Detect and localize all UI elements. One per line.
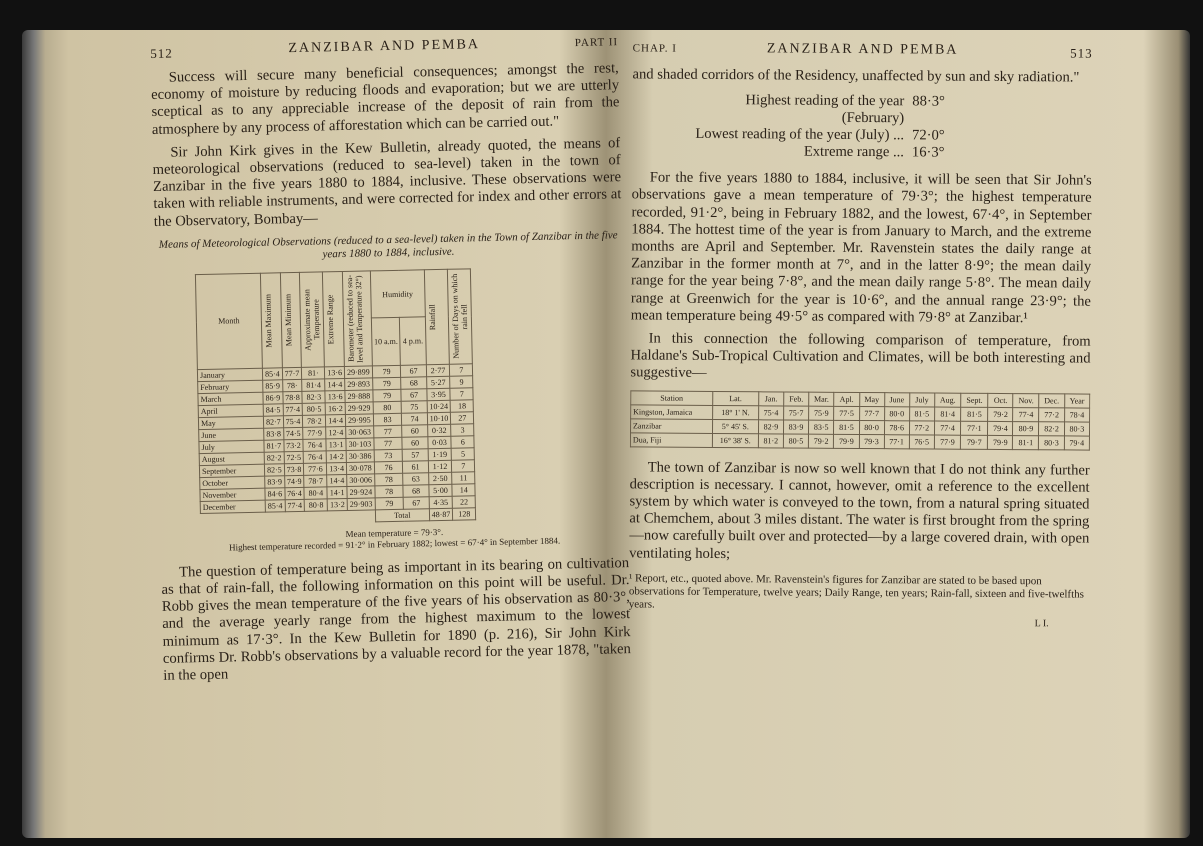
- table-cell: 1·19: [428, 448, 452, 460]
- table-cell: 29·903: [347, 498, 375, 511]
- comparison-table: [630, 390, 1090, 450]
- table-cell: 14·4: [325, 378, 345, 390]
- comparison-cell: 18° 1' N.: [712, 405, 758, 419]
- table-cell: 79: [373, 389, 402, 402]
- table-cell: 77·9: [303, 427, 326, 439]
- table-cell: 68: [403, 485, 428, 498]
- table-cell: 3: [451, 424, 474, 436]
- comparison-cell: 75·7: [784, 406, 809, 420]
- extremes-note: Highest temperature recorded = 91·2° in February 1882; lowest = 67·4° in September 1884.: [228, 535, 561, 553]
- table-cell: 22: [452, 496, 475, 508]
- table-cell: 79: [372, 377, 401, 390]
- table-cell: 30·063: [346, 426, 374, 439]
- table-cell: 75·4: [283, 415, 303, 427]
- month-cell: June: [199, 428, 264, 441]
- comparison-cell: Zanzibar: [630, 419, 712, 434]
- table-cell: 83: [373, 413, 402, 426]
- comparison-cell: 79·2: [808, 434, 833, 448]
- table-cell: 2·77: [426, 364, 450, 376]
- table-cell: 86·9: [263, 392, 283, 404]
- table-cell: 29·893: [345, 378, 373, 391]
- table-cell: 74: [402, 413, 427, 426]
- table-cell: 78·2: [303, 415, 326, 427]
- mean-temperature-note: Mean temperature = 79·3°.: [345, 526, 444, 539]
- table-cell: 2·50: [428, 472, 452, 484]
- table-cell: 73·2: [284, 439, 304, 451]
- month-cell: October: [200, 476, 265, 489]
- right-paragraph-2: For the five years 1880 to 1884, inclusive, it will be seen that Sir John's observations gave a mean temperature of 79·3°; the highest temperature recorded, 91·2°, being in February 1882, and the lowest, 67·4°, in September 1884. The hottest time of the year is from January to March, and the extreme months are April and September. Mr. Ravenstein states the daily range at Zanzibar in the former month at 7°, and in the latter 8·9°; the mean daily range for the year being 7·8°, and the mean daily range 5·8°. The mean daily range at Greenwich for the year is 10·6°, and the annual range 23·9°; the mean temperature being 49·5° as compared with 79·8° at Zanzibar.¹: [630, 169, 1092, 326]
- comparison-cell: 79·9: [834, 434, 859, 448]
- table-cell: 27: [451, 412, 474, 424]
- comparison-cell: 77·1: [884, 434, 909, 448]
- comparison-cell: 79·4: [1064, 436, 1089, 450]
- table-cell: 83·9: [265, 476, 285, 488]
- comparison-header: Jan.: [759, 391, 784, 405]
- table-cell: 30·078: [346, 462, 374, 475]
- table-cell: 81·4: [302, 379, 325, 391]
- table-cell: 29·888: [345, 390, 373, 403]
- right-paragraph-4: The town of Zanzibar is now so well known that I do not think any further description is necessary. I cannot, however, omit a reference to the excellent system by which water is conveyed to the town, from a natural spring situated at Chemchem, about 3 miles distant. The water is first brought from the spring—now carefully built over and protected—by a large covered drain, with open ventilating holes;: [629, 459, 1090, 562]
- col-rainfall: Rainfall: [427, 303, 437, 330]
- month-cell: January: [197, 368, 262, 381]
- comparison-header: Nov.: [1013, 393, 1039, 407]
- table-cell: 81·: [302, 367, 325, 379]
- table-cell: 60: [402, 437, 427, 450]
- table-cell: 76·4: [285, 487, 305, 499]
- comparison-header: July: [909, 392, 934, 406]
- table-cell: 3·95: [427, 388, 451, 400]
- comparison-cell: 76·5: [909, 434, 934, 448]
- month-cell: March: [198, 392, 263, 405]
- comparison-cell: Dua, Fiji: [630, 433, 712, 448]
- table-cell: 74·5: [283, 427, 303, 439]
- month-cell: May: [198, 416, 263, 429]
- table-cell: 79: [375, 497, 404, 510]
- left-page: [150, 30, 634, 830]
- comparison-cell: 81·5: [909, 406, 934, 420]
- table-cell: 67: [404, 497, 429, 510]
- comparison-cell: Kingston, Jamaica: [631, 405, 713, 420]
- comparison-cell: 81·5: [961, 407, 988, 421]
- comparison-cell: 77·4: [1013, 407, 1039, 421]
- total-label: Total: [375, 509, 429, 522]
- col-mean-min: Mean Minimum: [283, 293, 294, 347]
- table-cell: 75: [402, 401, 427, 414]
- table-cell: 9: [450, 376, 473, 388]
- table-cell: 14: [452, 484, 475, 496]
- comparison-header: Aug.: [934, 393, 961, 407]
- part-label: PART II: [574, 36, 619, 50]
- comparison-cell: 81·5: [834, 420, 859, 434]
- right-paragraph-3: In this connection the following comparison of temperature, from Haldane's Sub-Tropical Cultivation and Climates, will be both interesting and suggestive—: [630, 330, 1091, 382]
- comparison-cell: 75·9: [809, 406, 834, 420]
- table-cell: 78: [374, 473, 403, 486]
- month-cell: September: [199, 464, 264, 477]
- table-caption: Means of Meteorological Observations (reduced to a sea-level) taken in the Town of Zanzibar in the five years 1880 to 1884, inclusive.: [158, 229, 618, 261]
- month-cell: April: [198, 404, 263, 417]
- comparison-cell: 80·0: [884, 406, 909, 420]
- meteorological-table: [195, 268, 477, 526]
- reading-highest: Highest reading of the year (February) 88·3°: [745, 92, 945, 127]
- table-cell: 76·4: [303, 451, 326, 463]
- table-cell: 7: [450, 364, 473, 376]
- reading-lowest: Lowest reading of the year (July) ... 72·0°: [695, 126, 945, 144]
- comparison-cell: 79·9: [988, 435, 1013, 449]
- table-cell: 30·103: [346, 438, 374, 451]
- comparison-header: Feb.: [784, 392, 809, 406]
- comparison-cell: 77·9: [934, 435, 961, 449]
- table-cell: 13·4: [327, 462, 347, 474]
- col-humidity: Humidity: [370, 270, 425, 319]
- comparison-cell: 5° 45' S.: [712, 419, 758, 433]
- col-rain-days: Number of Days on which rain fell: [450, 273, 470, 360]
- comparison-cell: 79·7: [961, 435, 988, 449]
- table-cell: 77·4: [283, 403, 303, 415]
- table-cell: 79: [372, 365, 401, 378]
- left-paragraph-3: The question of temperature being as important in its bearing on cultivation as that of rain-fall, the following information on this point will be useful. Dr. Robb gives the mean temperature of the five years of his observation as 80·3°, and the average yearly range from the highest maximum to the lowest minimum as 17·3°. In the Kew Bulletin for 1890 (p. 216), Sir John Kirk confirms Dr. Robb's observations by a valuable record for the year 1878, "taken in the open: [161, 554, 632, 684]
- comparison-cell: 79·2: [988, 407, 1013, 421]
- table-cell: 80·4: [304, 487, 327, 499]
- comparison-row: [630, 433, 1089, 450]
- comparison-cell: 77·1: [961, 421, 988, 435]
- comparison-cell: 77·2: [909, 420, 934, 434]
- right-running-title: ZANZIBAR AND PEMBA: [766, 41, 959, 58]
- comparison-cell: 80·0: [859, 420, 884, 434]
- left-paragraph-2: Sir John Kirk gives in the Kew Bulletin, already quoted, the means of meteorological observations (reduced to sea-level) taken in the town of Zanzibar in the five years 1880 to 1884, inclusive. These observations were taken with reliable instruments, and were corrected for index and other errors at the Observatory, Bombay—: [152, 134, 622, 230]
- table-cell: 77·7: [282, 367, 302, 379]
- signature-mark: L I.: [1034, 618, 1049, 630]
- table-cell: 78·8: [283, 391, 303, 403]
- comparison-header: Apl.: [834, 392, 859, 406]
- table-cell: 74·9: [284, 475, 304, 487]
- table-cell: 5·00: [429, 484, 453, 496]
- comparison-cell: 75·4: [758, 405, 783, 419]
- table-cell: 82·3: [302, 391, 325, 403]
- table-cell: 12·4: [326, 426, 346, 438]
- comparison-cell: 77·2: [1039, 407, 1064, 421]
- table-cell: 10·10: [427, 412, 451, 424]
- table-cell: 77·6: [304, 463, 327, 475]
- table-cell: 13·6: [325, 366, 345, 378]
- comparison-cell: 78·4: [1064, 408, 1089, 422]
- footnote: ¹ Report, etc., quoted above. Mr. Ravenstein's figures for Zanzibar are stated to be based upon observations for Temperature, twelve years; Daily Range, ten years; Rain-fall, sixteen and five-twelfths years.: [628, 572, 1084, 611]
- table-cell: 57: [403, 449, 428, 462]
- chapter-label: CHAP. I: [632, 42, 678, 55]
- table-cell: 13·2: [327, 498, 347, 510]
- comparison-cell: 79·3: [859, 434, 884, 448]
- table-cell: 30·006: [347, 474, 375, 487]
- table-cell: 1·12: [428, 460, 452, 472]
- table-cell: 78·7: [304, 475, 327, 487]
- comparison-cell: 80·3: [1039, 435, 1064, 449]
- table-cell: 29·995: [345, 414, 373, 427]
- table-cell: 29·924: [347, 486, 375, 499]
- comparison-header: Mar.: [809, 392, 834, 406]
- table-cell: 85·4: [265, 500, 285, 512]
- total-rainfall: 48·87: [429, 508, 453, 520]
- table-cell: 82·5: [264, 464, 284, 476]
- table-cell: 14·1: [327, 486, 347, 498]
- table-cell: 83·8: [264, 428, 284, 440]
- table-cell: 29·929: [345, 402, 373, 415]
- comparison-cell: 81·1: [1013, 435, 1039, 449]
- table-cell: 77·4: [285, 499, 305, 511]
- table-cell: 72·5: [284, 451, 304, 463]
- month-cell: December: [200, 500, 265, 513]
- comparison-cell: 83·9: [783, 420, 808, 434]
- table-cell: 80: [373, 401, 402, 414]
- comparison-header: Station: [631, 391, 713, 406]
- table-cell: 73: [374, 449, 403, 462]
- table-cell: 67: [401, 389, 426, 402]
- left-paragraph-1: Success will secure many beneficial consequences; amongst the rest, economy of moisture by reducing floods and evaporation; but we are utterly sceptical as to any appreciable increase of the deposit of rain from the atmosphere by any process of afforestation which can be carried out.": [150, 60, 620, 138]
- total-rain-days: 128: [453, 508, 476, 520]
- table-cell: 76: [374, 461, 403, 474]
- comparison-cell: 80·5: [783, 434, 808, 448]
- table-cell: 82·2: [264, 452, 284, 464]
- month-cell: November: [200, 488, 265, 501]
- table-cell: 0·32: [427, 424, 451, 436]
- table-cell: 68: [401, 377, 426, 390]
- table-cell: 60: [402, 425, 427, 438]
- col-barometer: Barometer (reduced to sea-level and Temperature 32°): [344, 274, 365, 363]
- table-cell: 13·1: [326, 438, 346, 450]
- table-cell: 81·7: [264, 440, 284, 452]
- col-mean-max: Mean Maximum: [263, 293, 274, 348]
- comparison-header: June: [884, 392, 909, 406]
- table-cell: 6: [451, 436, 474, 448]
- month-cell: July: [199, 440, 264, 453]
- table-cell: 18: [450, 400, 473, 412]
- comparison-header: Year: [1064, 394, 1089, 408]
- reading-range: Extreme range ... 16·3°: [803, 143, 945, 161]
- right-running-head: [633, 36, 1093, 69]
- comparison-header: Sept.: [961, 393, 988, 407]
- right-page-number: 513: [1070, 45, 1093, 61]
- left-page-number: 512: [150, 45, 173, 61]
- left-running-title: ZANZIBAR AND PEMBA: [288, 37, 481, 57]
- table-cell: 10·24: [427, 400, 451, 412]
- comparison-header: Dec.: [1039, 393, 1064, 407]
- comparison-cell: 77·7: [859, 406, 884, 420]
- table-cell: 7: [452, 460, 475, 472]
- table-cell: 61: [403, 461, 428, 474]
- table-cell: 13·6: [325, 390, 345, 402]
- comparison-cell: 80·3: [1064, 422, 1089, 436]
- table-cell: 84·5: [263, 404, 283, 416]
- table-cell: 82·7: [263, 416, 283, 428]
- table-cell: 85·9: [263, 380, 283, 392]
- comparison-cell: 82·2: [1039, 421, 1064, 435]
- temperature-readings: [682, 92, 1092, 163]
- comparison-cell: 80·9: [1013, 421, 1039, 435]
- comparison-cell: 82·9: [758, 419, 783, 433]
- col-extreme-range: Extreme Range: [325, 294, 336, 344]
- comparison-cell: 77·5: [834, 406, 859, 420]
- col-month: Month: [195, 273, 262, 369]
- table-cell: 80·8: [304, 499, 327, 511]
- table-notes: [160, 523, 628, 555]
- table-cell: 7: [450, 388, 473, 400]
- comparison-cell: 81·4: [934, 407, 961, 421]
- table-cell: 4·35: [429, 496, 453, 508]
- table-cell: 78: [375, 485, 404, 498]
- month-cell: August: [199, 452, 264, 465]
- comparison-cell: 79·4: [988, 421, 1013, 435]
- table-cell: 30·386: [346, 450, 374, 463]
- comparison-cell: 16° 38' S.: [712, 433, 758, 447]
- table-cell: 77: [374, 437, 403, 450]
- col-humidity-10am: 10 a.m.: [371, 318, 401, 366]
- comparison-header: Oct.: [988, 393, 1013, 407]
- table-cell: 5·27: [426, 376, 450, 388]
- table-cell: 76·4: [303, 439, 326, 451]
- right-page: [627, 36, 1093, 829]
- comparison-header: May: [859, 392, 884, 406]
- comparison-cell: 78·6: [884, 420, 909, 434]
- col-mean-temp: Approximate mean Temperature: [302, 288, 322, 351]
- table-cell: 67: [401, 365, 426, 378]
- comparison-cell: 83·5: [809, 420, 834, 434]
- table-cell: 16·2: [325, 402, 345, 414]
- table-cell: 63: [403, 473, 428, 486]
- table-cell: 14·4: [326, 414, 346, 426]
- right-paragraph-1: and shaded corridors of the Residency, unaffected by sun and sky radiation.": [632, 66, 1080, 86]
- table-cell: 11: [452, 472, 475, 484]
- table-cell: 77: [373, 425, 402, 438]
- comparison-cell: 77·4: [934, 421, 961, 435]
- table-cell: 78·: [282, 379, 302, 391]
- blank-cell: [200, 510, 375, 526]
- comparison-cell: 81·2: [758, 433, 783, 447]
- table-cell: 0·03: [428, 436, 452, 448]
- month-cell: February: [198, 380, 263, 393]
- col-humidity-4pm: 4 p.m.: [400, 317, 426, 365]
- table-cell: 80·5: [302, 403, 325, 415]
- table-cell: 5: [451, 448, 474, 460]
- table-cell: 14·4: [327, 474, 347, 486]
- table-cell: 14·2: [326, 450, 346, 462]
- table-cell: 85·4: [262, 368, 282, 380]
- comparison-header: Lat.: [712, 391, 758, 405]
- table-cell: 84·6: [265, 488, 285, 500]
- table-cell: 73·8: [284, 463, 304, 475]
- table-cell: 29·899: [344, 366, 372, 379]
